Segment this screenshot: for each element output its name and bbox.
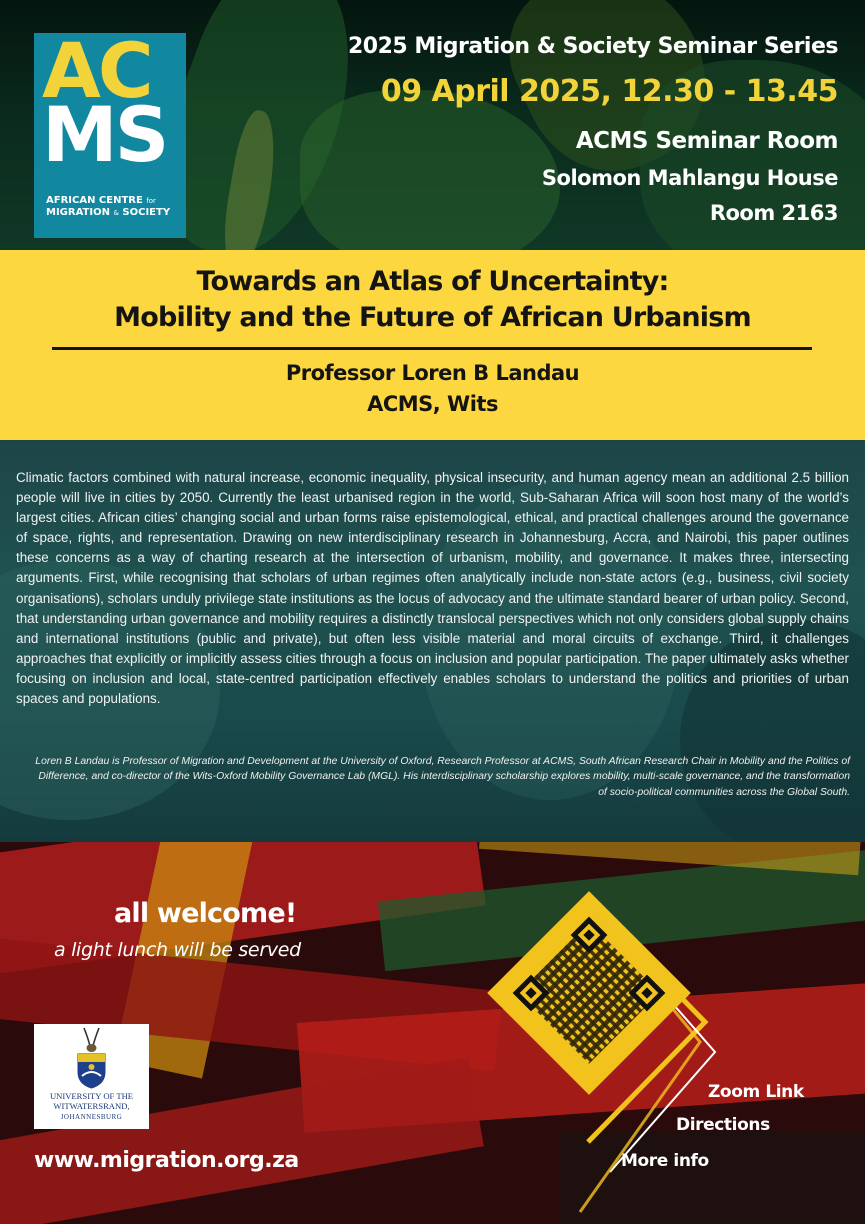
abstract-section [0, 440, 865, 842]
series-title: 2025 Migration & Society Seminar Series [347, 34, 838, 59]
more-info-link[interactable]: More info [621, 1151, 709, 1171]
wits-line1: UNIVERSITY OF THE [49, 1091, 134, 1101]
acms-logo [34, 26, 186, 238]
venue-building: Solomon Mahlangu House [541, 166, 838, 190]
logo-letters-ac: AC [42, 26, 151, 115]
talk-title-line2: Mobility and the Future of African Urbanism [114, 302, 751, 333]
logo-subtitle-for: for [146, 197, 156, 205]
abstract-text: Climatic factors combined with natural increase, economic inequality, physical insecurity, and human agency mean an additional 2.5 billion people will live in cities by 2050. Currently the least urbanised region in the world, Sub-Saharan Africa will soon host many of the world’s largest cities. African cities’ changing social and urban forms raise epistemological, ethical, and practical challenges around the governance of space, rights, and representation. Drawing on new interdisciplinary research in Johannesburg, Accra, and Nairobi, this paper outlines these concerns as a way of charting research at the intersection of urbanism, mobility, and governance. It makes three, intersecting arguments. First, while recognising that scholars of urban regimes often analytically include non-state actors (e.g., business, civil society organisations), scholars unduly privilege state institutions as the locus of advocacy and the ultimate standard bearer of urban policy. Second, that understanding urban governance and mobility requires a distinctly translocal perspectives which not only considers global supply chains and international institutions (public and private), but often less visible material and moral circuits of exchange. Third, it challenges approaches that explicitly or implicitly assess cities through a focus on inclusion and popular participation. The paper ultimately asks whether focusing on inclusion and local, state-centred participation effectively enables scholars to understand the politics and priorities of urban spaces and populations. [16, 470, 849, 707]
venue-room: ACMS Seminar Room [575, 128, 838, 154]
wits-line2: WITWATERSRAND, [53, 1101, 130, 1111]
logo-subtitle-amp: & [113, 209, 119, 217]
welcome-text: all welcome! [114, 898, 297, 929]
title-band [0, 250, 865, 440]
logo-subtitle-line2b: SOCIETY [122, 207, 171, 218]
lunch-note: a light lunch will be served [54, 939, 301, 961]
wits-line3: JOHANNESBURG [60, 1113, 123, 1121]
logo-letters-ms: MS [42, 90, 167, 179]
website-link[interactable]: www.migration.org.za [34, 1148, 299, 1173]
venue-room-number: Room 2163 [709, 201, 838, 225]
wits-crest-icon [34, 1024, 149, 1092]
background-shape [300, 90, 560, 250]
directions-link[interactable]: Directions [676, 1115, 770, 1135]
wits-university-logo [34, 1024, 149, 1129]
title-divider [52, 347, 812, 350]
event-datetime: 09 April 2025, 12.30 - 13.45 [380, 74, 838, 109]
speaker-bio: Loren B Landau is Professor of Migration and Development at the University of Oxford, Research Professor at ACMS, South African Research Chair in Mobility and the Politics of Difference, and co-director of the Wits-Oxford Mobility Governance Lab (MGL). His interdisciplinary scholarship explores mobility, multi-scale governance, and the transformation of socio-political communities across the Global South. [35, 756, 850, 798]
logo-subtitle-line2: MIGRATION [46, 207, 110, 218]
wits-wordmark [34, 1091, 149, 1122]
talk-title-line1: Towards an Atlas of Uncertainty: [196, 266, 669, 297]
footer-band [0, 842, 865, 1224]
speaker-name: Professor Loren B Landau [285, 361, 580, 385]
header-band [0, 0, 865, 250]
zoom-link[interactable]: Zoom Link [708, 1082, 804, 1102]
speaker-affiliation: ACMS, Wits [367, 392, 498, 416]
logo-subtitle [46, 195, 182, 219]
logo-subtitle-line1: AFRICAN CENTRE [46, 195, 143, 206]
